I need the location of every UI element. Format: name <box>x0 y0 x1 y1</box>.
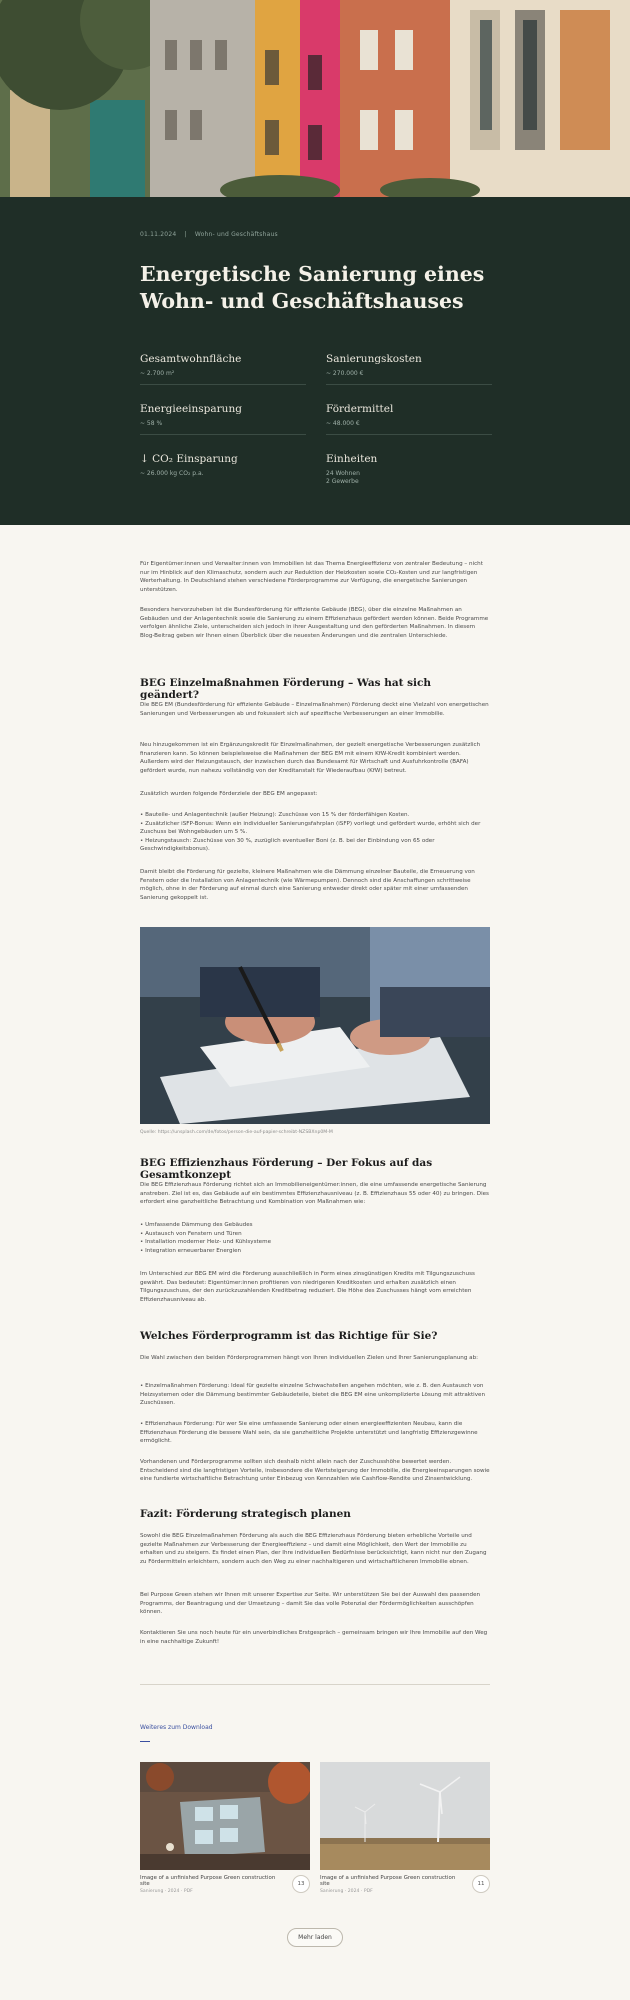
image-caption: Quelle: https://unsplash.com/de/fotos/person-die-auf-papier-schreibt-NZSBXnp0M-M <box>140 1130 333 1135</box>
fact-value: ~ 26.000 kg CO₂ p.a. <box>140 470 204 477</box>
section1-paragraph-3: Zusätzlich wurden folgende Förderziele der BEG EM angepasst: <box>140 791 318 797</box>
section-heading-effizienzhaus: BEG Effizienzhaus Förderung – Der Fokus auf das Gesamtkonzept <box>140 1157 433 1181</box>
fact-living-area <box>140 353 306 385</box>
load-more-button[interactable]: Mehr laden <box>287 1928 343 1947</box>
fact-value-secondary: 2 Gewerbe <box>326 478 359 485</box>
section-heading-which-program: Welches Förderprogramm ist das Richtige für Sie? <box>140 1330 438 1342</box>
download-card-title: Image of a unfinished Purpose Green construction site <box>140 1875 276 1887</box>
project-info-panel <box>0 197 630 525</box>
fact-label: Fördermittel <box>326 403 394 415</box>
breadcrumb <box>140 231 284 238</box>
section1-paragraph-2: Neu hinzugekommen ist ein Ergänzungskredit für Einzelmaßnahmen, der gezielt energetische Verbesserungen zusätzlich finanzieren kann. So können beispielsweise die Maßnahmen der BEG EM mit einem KfW-Kredit kombiniert werden. Außerdem wird der Heizungstausch, der inzwischen durch das Bundesamt für Wirtschaft und Ausfuhrkontrolle (BAFA) gefördert wurde, nun nahezu vollständig von der Kreditanstalt für Wiederaufbau (KfW) betreut. <box>140 742 481 774</box>
section1-bullet-list: • Bauteile- und Anlagentechnik (außer Heizung): Zuschüsse von 15 % der förderfähigen Kosten. • Zusätzlicher iSFP-Bonus: Wenn ein individueller Sanierungsfahrplan (iSFP) vorliegt und gefördert wurde, erhöht sich der Zuschuss bei Wohngebäuden um 5 %. • Heizungstausch: Zuschüsse von 30 %, zuzüglich eventueller Boni (z. B. bei der Einbindung von 65 oder Geschwindigkeitsbonus). <box>140 812 481 853</box>
section3-paragraph-2: • Einzelmaßnahmen Förderung: Ideal für gezielte einzelne Schwachstellen angehen möchten, wie z. B. den Austausch von Heizsystemen oder die Dämmung bestimmter Gebäudeteile, bietet die BEG EM eine unkomplizierte Lösung mit attraktiven Zuschüssen. <box>140 1383 486 1407</box>
download-card[interactable] <box>320 1762 490 1894</box>
article-image-signing <box>140 927 490 1124</box>
fact-label: Einheiten <box>326 453 378 465</box>
download-card[interactable] <box>140 1762 310 1894</box>
download-card-meta: Sanierung · 2024 · PDF <box>140 1889 193 1894</box>
fact-label: Gesamtwohnfläche <box>140 353 242 365</box>
fact-value: ~ 58 % <box>140 420 163 427</box>
section3-paragraph-4: Vorhandenen und Förderprogramme sollten sich deshalb nicht allein nach der Zuschusshöhe bewertet werden. Entscheidend sind die langfristigen Vorteile, insbesondere die Wertsteigerung der Immobilie, die Energieeinsparungen sowie eine fundierte wirtschaftliche Betrachtung unter Einbezug von Kennzahlen wie Cashflow-Rendite und Zinsentwicklung. <box>140 1459 490 1483</box>
download-count-badge[interactable]: 13 <box>292 1875 310 1893</box>
download-card-title: Image of a unfinished Purpose Green construction site <box>320 1875 456 1887</box>
section4-paragraph-3: Kontaktieren Sie uns noch heute für ein unverbindliches Erstgespräch – gemeinsam bringen wir Ihre Immobilie auf den Weg in eine nachhaltige Zukunft! <box>140 1630 488 1645</box>
downloads-heading-underline <box>140 1741 150 1742</box>
fact-renovation-costs <box>326 353 492 385</box>
section3-paragraph-3: • Effizienzhaus Förderung: Für wer Sie eine umfassende Sanierung oder einen energieeffizienten Neubau, kann die Effizienzhaus Förderung die bessere Wahl sein, da sie ganzheitliche Projekte unterstützt und langfristig Effizienzgewinne ermöglicht. <box>140 1421 478 1445</box>
breadcrumb-date: 01.11.2024 <box>140 231 177 238</box>
download-card-image-construction <box>140 1762 310 1870</box>
fact-value: ~ 270.000 € <box>326 370 364 377</box>
fact-label: Energieeinsparung <box>140 403 242 415</box>
fact-value: 24 Wohnen <box>326 470 360 477</box>
download-count-badge[interactable]: 11 <box>472 1875 490 1893</box>
section4-paragraph-2: Bei Purpose Green stehen wir Ihnen mit unserer Expertise zur Seite. Wir unterstützen Sie bei der Auswahl des passenden Programms, der Beantragung und der Umsetzung – damit Sie das volle Potenzial der Fördermöglichkeiten ausschöpfen können. <box>140 1592 481 1616</box>
download-card-image-windturbines <box>320 1762 490 1870</box>
fact-value: ~ 2.700 m² <box>140 370 175 377</box>
section2-bullet-list: • Umfassende Dämmung des Gebäudes • Austausch von Fenstern und Türen • Installation moderner Heiz- und Kühlsysteme • Integration erneuerbarer Energien <box>140 1222 272 1254</box>
intro-paragraph-2: Besonders hervorzuheben ist die Bundesförderung für effiziente Gebäude (BEG), über die einzelne Maßnahmen an Gebäuden und der Anlagentechnik sowie die Sanierung zu einem Effizienzhaus gefördert werden können. Beide Programme verfolgen ähnliche Ziele, unterscheiden sich jedoch in ihrer Ausgestaltung und den geförderten Maßnahmen. In diesem Blog-Beitrag geben wir Ihnen einen Überblick über die neuesten Änderungen und die zentralen Unterschiede. <box>140 607 489 639</box>
section-divider <box>140 1684 490 1685</box>
download-card-meta: Sanierung · 2024 · PDF <box>320 1889 373 1894</box>
section1-paragraph-1: Die BEG EM (Bundesförderung für effiziente Gebäude – Einzelmaßnahmen) Förderung deckt eine Vielzahl von energetischen Sanierungen und Verbesserungen ab und fokussiert sich auf spezifische Verbesserungen an einer Immobilie. <box>140 702 489 717</box>
section4-paragraph-1: Sowohl die BEG Einzelmaßnahmen Förderung als auch die BEG Effizienzhaus Förderung bieten erhebliche Vorteile und gezielte Maßnahmen zur Verbesserung der Energieeffizienz – und damit eine Möglichkeit, den Wert der Immobilie zu erhalten und zu steigern. Es findet einen Plan, der Ihre individuellen Bedürfnisse berücksichtigt, kann nicht nur den Zugang zu Fördermitteln erleichtern, sondern auch den Weg zu einer nachhaltigeren und wirtschaftlicheren Immobilie ebnen. <box>140 1533 487 1565</box>
section2-paragraph-2: Im Unterschied zur BEG EM wird die Förderung ausschließlich in Form eines zinsgünstigen Kredits mit Tilgungszuschuss gewährt. Das bedeutet: Eigentümer:innen profitieren von niedrigeren Kreditkosten und erhalten zusätzlich einen Tilgungszuschuss, der den zurückzuzahlenden Kreditbetrag reduziert. Die Höhe des Zuschusses hängt vom erreichten Effizienzhausniveau ab. <box>140 1271 475 1303</box>
downloads-heading: Weiteres zum Download <box>140 1724 213 1731</box>
section-heading-einzelmassnahmen: BEG Einzelmaßnahmen Förderung – Was hat sich geändert? <box>140 677 432 701</box>
section2-paragraph-1: Die BEG Effizienzhaus Förderung richtet sich an Immobilieneigentümer:innen, die eine umfassende energetische Sanierung anstreben. Ziel ist es, das Gebäude auf ein bestimmtes Effizienzhausniveau (z. B. Effizienzhaus 55 oder 40) zu bringen. Dies erfordert eine ganzheitliche Betrachtung und Kombination von Maßnahmen wie: <box>140 1182 489 1206</box>
section3-paragraph-1: Die Wahl zwischen den beiden Förderprogrammen hängt von Ihren individuellen Zielen und Ihrer Sanierungsplanung ab: <box>140 1355 479 1361</box>
section1-paragraph-4: Damit bleibt die Förderung für gezielte, kleinere Maßnahmen wie die Dämmung einzelner Bauteile, die Erneuerung von Fenstern oder die Installation von Anlagentechnik (wie Wärmepumpen). Dennoch sind die Anschaffungen schrittweise möglich, ohne in der Förderung auf einmal durch eine Sanierung entweder direkt oder später mit einer umfassenden Sanierung gekoppelt ist. <box>140 869 475 901</box>
page-title: Energetische Sanierung eines Wohn- und Geschäftshauses <box>140 262 485 313</box>
section-heading-conclusion: Fazit: Förderung strategisch planen <box>140 1508 351 1520</box>
intro-paragraph-1: Für Eigentümer:innen und Verwalter:innen von Immobilien ist das Thema Energieeffizienz von zentraler Bedeutung – nicht nur im Hinblick auf den Klimaschutz, sondern auch zur Reduktion der Heizkosten sowie CO₂-Kosten und zur langfristigen Werterhaltung. In Deutschland stehen verschiedene Förderprogramme zur Verfügung, die energetische Sanierungen unterstützen. <box>140 561 483 593</box>
breadcrumb-separator: | <box>184 231 187 238</box>
fact-co2-savings <box>140 453 306 484</box>
fact-energy-savings <box>140 403 306 435</box>
fact-units <box>326 453 492 492</box>
fact-subsidies <box>326 403 492 435</box>
fact-value: ~ 48.000 € <box>326 420 360 427</box>
fact-label: ↓ CO₂ Einsparung <box>140 453 238 465</box>
hero-image <box>0 0 630 197</box>
breadcrumb-category[interactable]: Wohn- und Geschäftshaus <box>194 231 278 238</box>
fact-label: Sanierungskosten <box>326 353 422 365</box>
